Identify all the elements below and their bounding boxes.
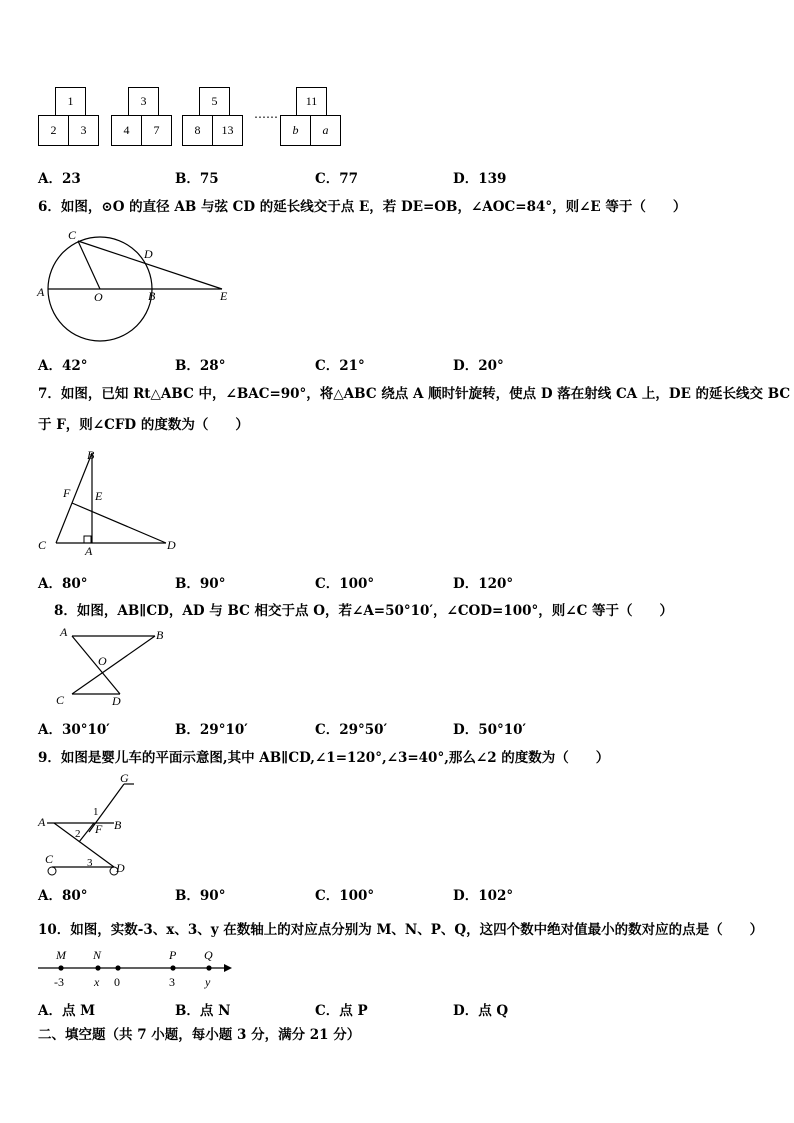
q7-stem-line2: 于 F，则∠CFD 的度数为（ ） [38, 417, 249, 433]
q9-option-a: A．80° [38, 888, 88, 904]
q6-option-b: B．28° [175, 358, 226, 374]
q10-stem: 10．如图，实数-3、x、3、y 在数轴上的对应点分别为 M、N、P、Q，这四个数中绝对值最小的数对应的点是（ ） [38, 922, 764, 938]
q10-number-line [34, 944, 234, 996]
box1-right: 3 [68, 115, 99, 146]
q8-option-b: B．29°10′ [175, 722, 248, 738]
box3-right: 13 [212, 115, 243, 146]
q7-label-c: C [38, 538, 47, 552]
box1-top: 1 [55, 87, 86, 116]
q6-label-e: E [220, 289, 228, 303]
q8-option-d: D．50°10′ [453, 722, 527, 738]
q8-label-o: O [98, 654, 107, 668]
q10-label-q: Q [204, 948, 213, 962]
q9-label-g: G [120, 771, 129, 785]
q10-option-c: C．点 P [315, 1003, 368, 1019]
q9-label-c: C [45, 852, 54, 866]
q7-option-a: A．80° [38, 576, 88, 592]
q6-label-b: B [148, 289, 156, 303]
q8-stem: 8．如图，AB∥CD，AD 与 BC 相交于点 O，若∠A=50°10′，∠COD=100°，则∠C 等于（ ） [54, 603, 674, 619]
q8-label-b: B [156, 628, 164, 642]
q5-option-c: C．77 [315, 171, 359, 187]
q9-label-a: A [38, 815, 46, 829]
q7-label-b: B [87, 448, 95, 462]
q5-option-b: B．75 [175, 171, 219, 187]
q6-stem: 6．如图，⊙O 的直径 AB 与弦 CD 的延长线交于点 E，若 DE=OB，∠AOC=84°，则∠E 等于（ ） [38, 199, 687, 215]
q6-label-o: O [94, 290, 103, 304]
q10-value-p: 3 [169, 975, 175, 989]
q10-option-d: D．点 Q [453, 1003, 509, 1019]
q8-option-a: A．30°10′ [38, 722, 110, 738]
box2-left: 4 [111, 115, 142, 146]
box3-top: 5 [199, 87, 230, 116]
box1-left: 2 [38, 115, 69, 146]
box2-right: 7 [141, 115, 172, 146]
q8-figure [50, 624, 175, 712]
q6-option-c: C．21° [315, 358, 365, 374]
q10-value-zero: 0 [114, 975, 120, 989]
q8-label-d: D [112, 694, 121, 708]
q6-option-d: D．20° [453, 358, 504, 374]
q9-label-b: B [114, 818, 122, 832]
q8-option-c: C．29°50′ [315, 722, 388, 738]
q9-label-d: D [116, 861, 125, 875]
q9-option-b: B．90° [175, 888, 226, 904]
q9-label-2: 2 [75, 828, 81, 840]
q9-label-3: 3 [87, 857, 93, 869]
box4-left: b [280, 115, 311, 146]
q8-label-c: C [56, 693, 65, 707]
q5-option-d: D．139 [453, 171, 507, 187]
q7-label-d: D [167, 538, 176, 552]
q10-option-b: B．点 N [175, 1003, 231, 1019]
ellipsis: …… [254, 107, 278, 121]
q10-value-m: -3 [54, 975, 64, 989]
q7-option-d: D．120° [453, 576, 514, 592]
q10-value-q: y [205, 975, 211, 989]
q10-label-p: P [169, 948, 177, 962]
q6-label-a: A [37, 285, 45, 299]
q6-label-d: D [144, 247, 153, 261]
q9-stem: 9．如图是婴儿车的平面示意图,其中 AB∥CD,∠1=120°,∠3=40°,那么∠2 的度数为（ ） [38, 750, 610, 766]
q6-label-c: C [68, 228, 77, 242]
q7-label-f: F [63, 486, 71, 500]
q7-triangle-figure [34, 445, 184, 560]
q10-option-a: A．点 M [38, 1003, 96, 1019]
q8-label-a: A [60, 625, 68, 639]
q7-stem-line1: 7．如图，已知 Rt△ABC 中，∠BAC=90°，将△ABC 绕点 A 顺时针旋转，使点 D 落在射线 CA 上，DE 的延长线交 BC [38, 386, 791, 402]
q6-option-a: A．42° [38, 358, 88, 374]
q7-label-e: E [95, 489, 103, 503]
box3-left: 8 [182, 115, 213, 146]
box4-top: 11 [296, 87, 327, 116]
section-heading: 二、填空题（共 7 小题，每小题 3 分，满分 21 分） [38, 1027, 361, 1043]
q9-option-c: C．100° [315, 888, 375, 904]
q10-label-n: N [93, 948, 102, 962]
q10-value-n: x [94, 975, 100, 989]
q9-stroller-figure [34, 770, 159, 880]
q9-label-1: 1 [93, 806, 99, 818]
q7-option-b: B．90° [175, 576, 226, 592]
q9-option-d: D．102° [453, 888, 514, 904]
q7-option-c: C．100° [315, 576, 375, 592]
q6-circle-figure [34, 226, 244, 344]
q10-label-m: M [56, 948, 66, 962]
q7-label-a: A [85, 544, 93, 558]
box2-top: 3 [128, 87, 159, 116]
q9-label-f: F [95, 822, 103, 836]
q5-option-a: A．23 [38, 171, 81, 187]
box4-right: a [310, 115, 341, 146]
